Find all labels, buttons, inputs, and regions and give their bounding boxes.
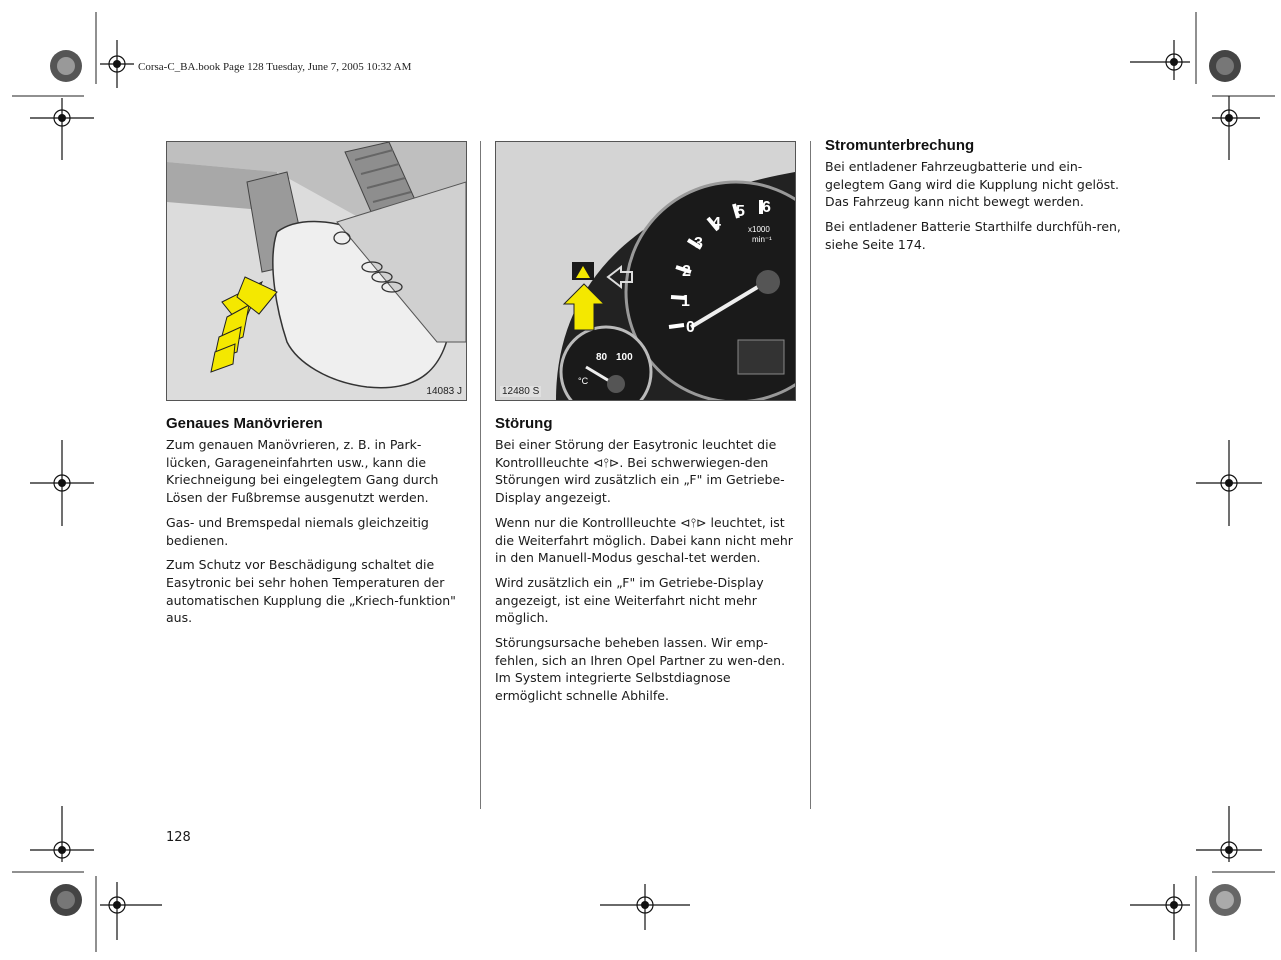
print-header: Corsa-C_BA.book Page 128 Tuesday, June 7, 2005 10:32 AM xyxy=(138,61,412,73)
rpm-label-0: 0 xyxy=(686,319,695,336)
rpm-label-1: 1 xyxy=(681,293,690,310)
column-divider-1 xyxy=(480,141,481,809)
paragraph: Bei entladener Batterie Starthilfe durchfüh-ren, siehe Seite 174. xyxy=(825,219,1121,252)
rpm-label-4: 4 xyxy=(712,215,721,232)
section-body-manoevrieren xyxy=(166,436,466,634)
section-title-stoerung: Störung xyxy=(495,415,553,432)
section-title-strom: Stromunterbrechung xyxy=(825,137,975,154)
cluster-illustration xyxy=(495,141,796,401)
paragraph: Zum genauen Manövrieren, z. B. in Park-lücken, Garageneinfahrten usw., kann die Kriechneigung bei eingelegtem Gang durch Lösen der Fußbremse ausgenutzt werden. xyxy=(166,437,439,506)
column-divider-2 xyxy=(810,141,811,809)
rpm-unit-1: x1000 xyxy=(748,225,770,234)
rpm-label-6: 6 xyxy=(762,199,771,216)
cluster-drawing xyxy=(496,142,795,400)
paragraph: Bei einer Störung der Easytronic leuchtet die Kontrollleuchte ⊲⫯⊳. Bei schwerwiegen-den Störungen wird zusätzlich ein „F" im Getriebe-Display angezeigt. xyxy=(495,437,785,506)
rpm-label-3: 3 xyxy=(694,235,703,252)
temp-unit: °C xyxy=(578,376,589,386)
pedal-drawing xyxy=(167,142,466,400)
pedal-illustration xyxy=(166,141,467,401)
paragraph: Störungsursache beheben lassen. Wir emp-fehlen, sich an Ihren Opel Partner zu wen-den. Im System integrierte Selbstdiagnose ermöglicht schnelle Abhilfe. xyxy=(495,635,786,704)
page-number: 128 xyxy=(166,830,191,845)
paragraph: Zum Schutz vor Beschädigung schaltet die Easytronic bei sehr hohen Temperaturen der automatischen Kupplung die „Kriech-funktion" aus. xyxy=(166,557,456,626)
temp-label-100: 100 xyxy=(616,352,633,363)
figure-code: 12480 S xyxy=(502,386,540,397)
section-body-stoerung xyxy=(495,436,795,712)
rpm-label-2: 2 xyxy=(682,263,691,280)
paragraph: Wenn nur die Kontrollleuchte ⊲⫯⊳ leuchtet, ist die Weiterfahrt möglich. Dabei kann nicht mehr in den Manuell-Modus geschal-tet werden. xyxy=(495,514,793,566)
figure-code: 14083 J xyxy=(426,386,462,397)
paragraph: Gas- und Bremspedal niemals gleichzeitig bedienen. xyxy=(166,514,429,548)
temp-label-80: 80 xyxy=(596,352,608,363)
rpm-label-5: 5 xyxy=(736,203,745,220)
rpm-unit-2: min⁻¹ xyxy=(752,235,772,244)
paragraph: Bei entladener Fahrzeugbatterie und ein-gelegtem Gang wird die Kupplung nicht gelöst. Das Fahrzeug kann nicht bewegt werden. xyxy=(825,159,1120,210)
section-title-manoevrieren: Genaues Manövrieren xyxy=(166,415,323,432)
section-body-strom xyxy=(825,158,1130,261)
paragraph: Wird zusätzlich ein „F" im Getriebe-Display angezeigt, ist eine Weiterfahrt nicht mehr möglich. xyxy=(495,574,764,626)
